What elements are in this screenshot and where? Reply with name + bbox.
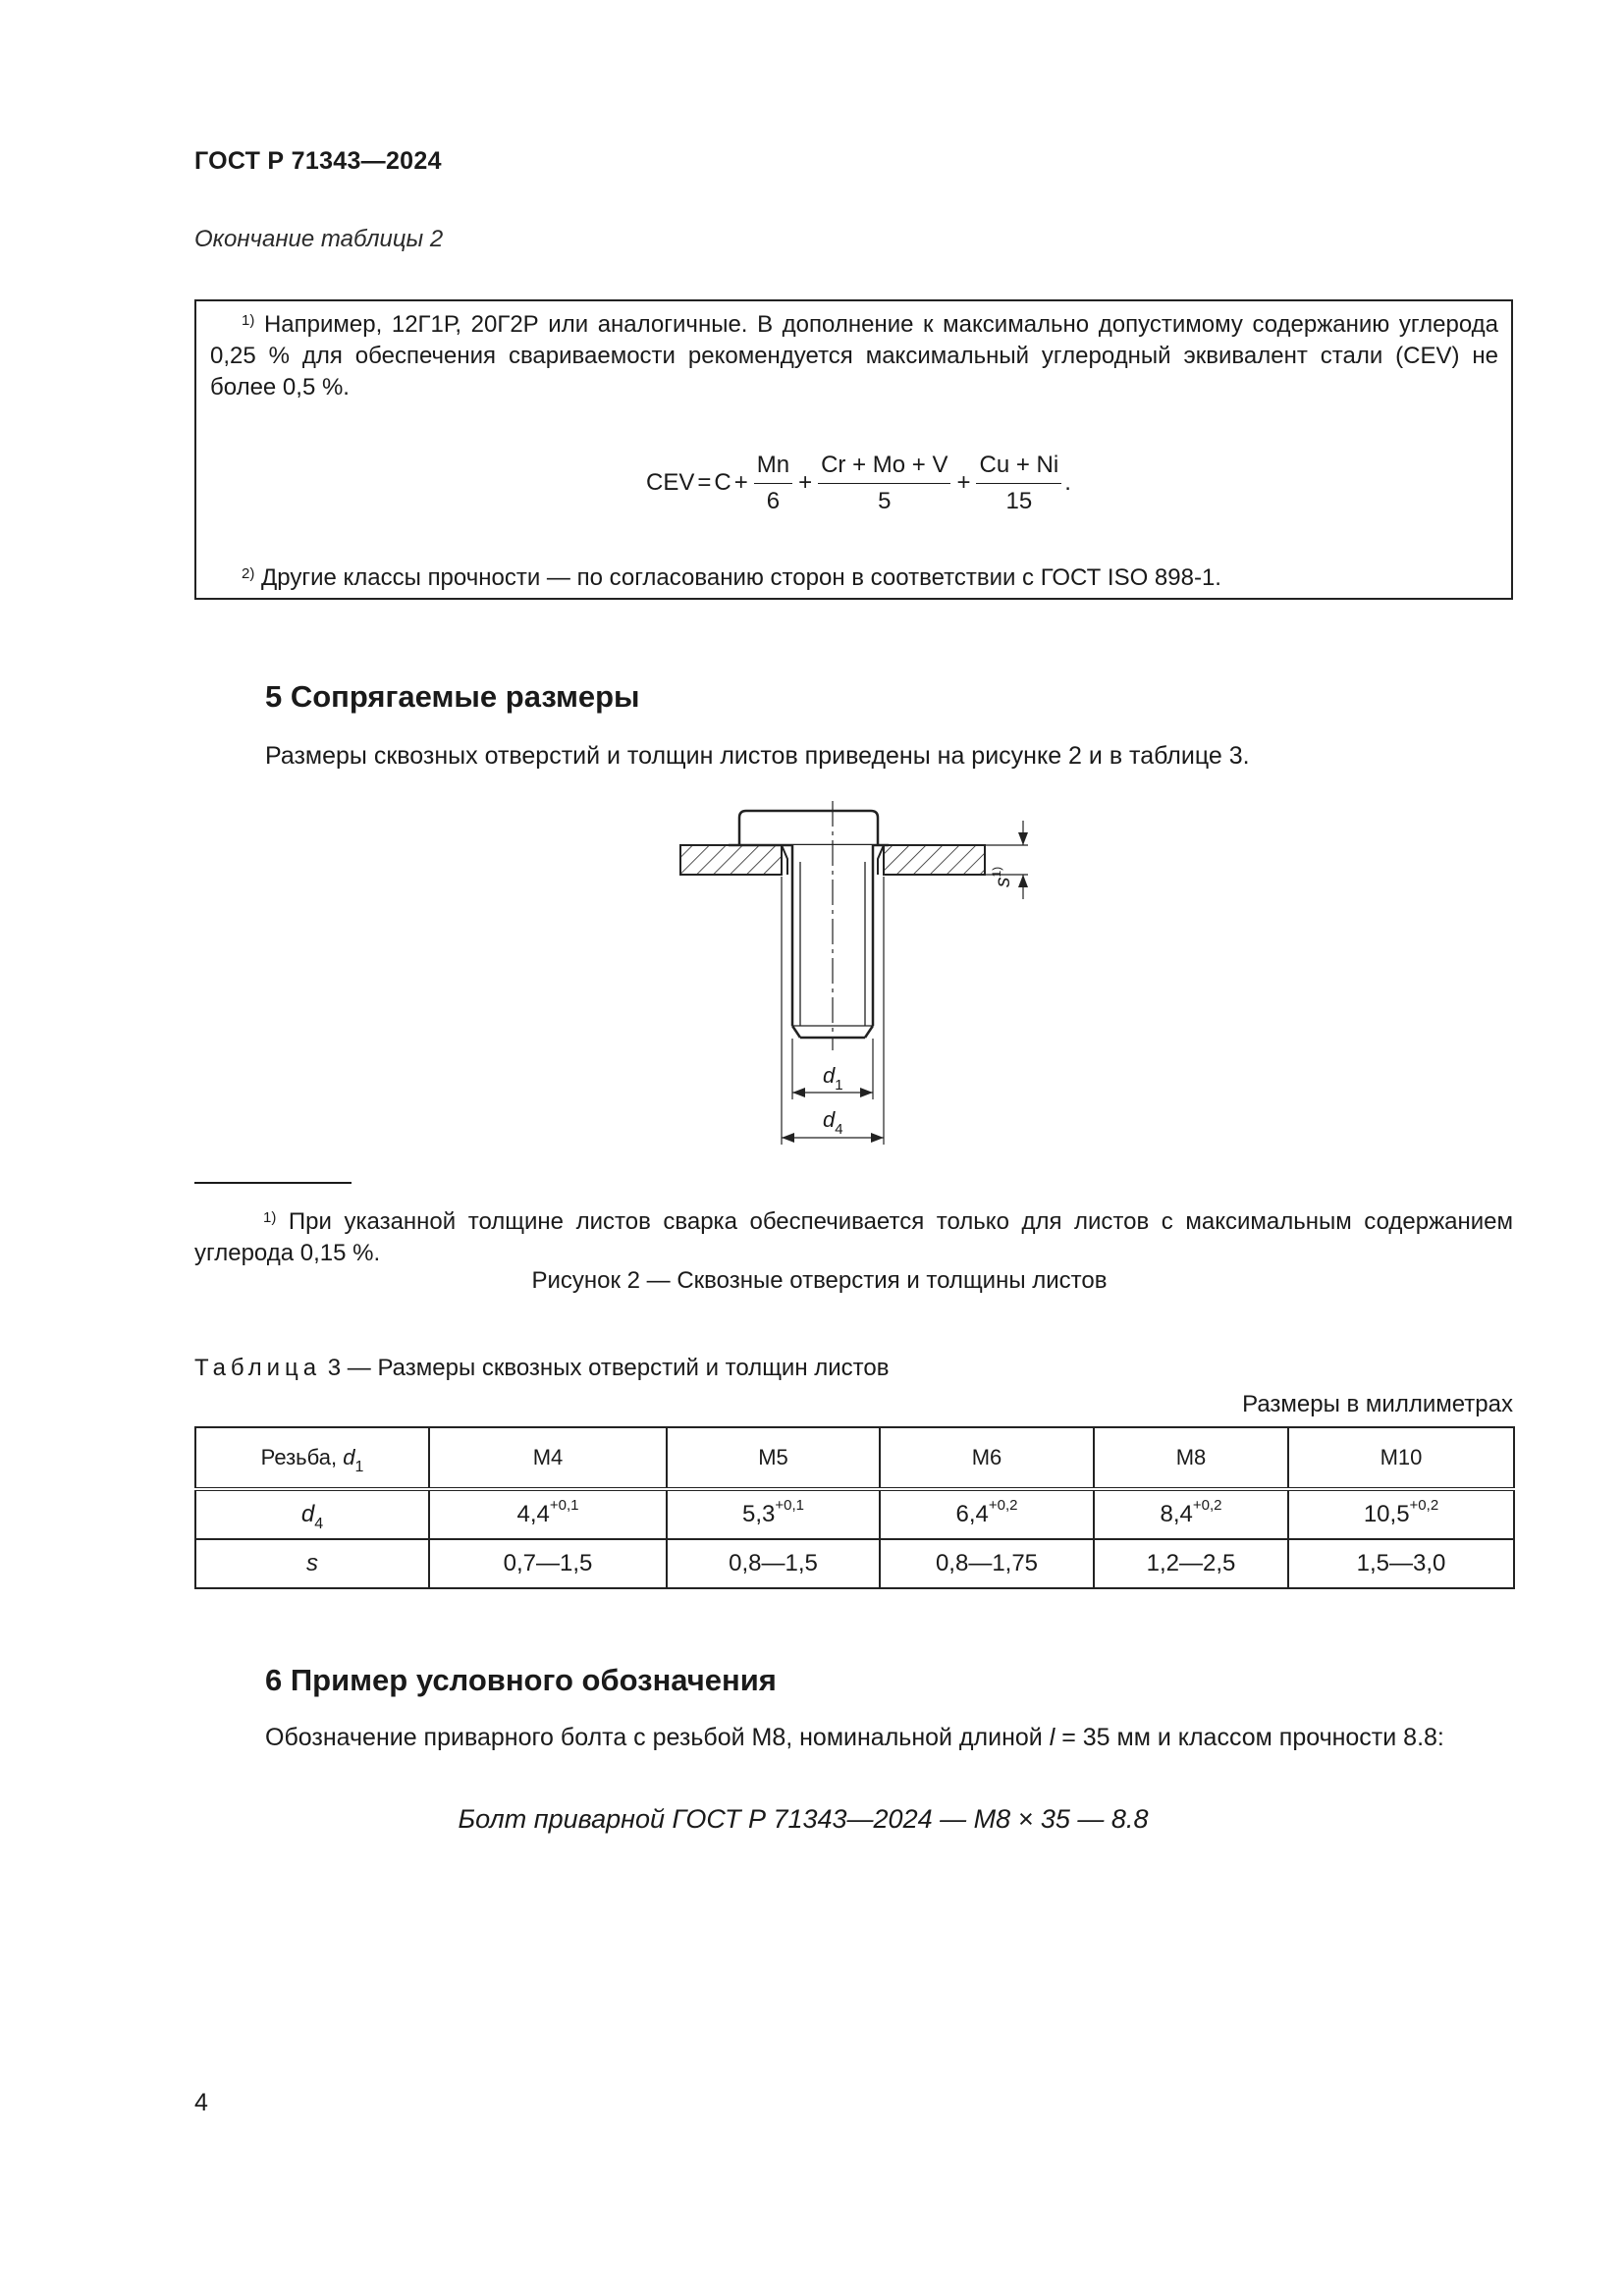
table-cell: $4,4^{+0,1}$ — [429, 1489, 667, 1539]
section-5-paragraph: Размеры сквозных отверстий и толщин листов приведены на рисунке 2 и в таблице 3. — [265, 742, 1250, 770]
d4-label: $d_4$ — [823, 1107, 843, 1138]
header-cell: M5 — [667, 1427, 880, 1489]
fraction-numerator: Mn — [754, 452, 792, 484]
cev-formula — [646, 449, 1071, 517]
section-6-heading: 6 Пример условного обозначения — [265, 1663, 777, 1697]
table-header-row — [195, 1427, 1514, 1489]
table-cell: 1,5—3,0 — [1288, 1539, 1514, 1588]
table-3-title-text: 3 — Размеры сквозных отверстий и толщин листов — [327, 1355, 890, 1381]
formula-plus-3: + — [956, 469, 971, 496]
row-label-s: s — [195, 1539, 429, 1588]
d1-label: $d_1$ — [823, 1063, 843, 1094]
table-cell: 1,2—2,5 — [1094, 1539, 1288, 1588]
formula-end: . — [1064, 469, 1071, 496]
figure-footnote-mark: 1) — [263, 1209, 277, 1226]
table2-notes-box — [194, 299, 1513, 600]
table-label: Таблица — [194, 1355, 322, 1381]
designation-example: Болт приварной ГОСТ Р 71343—2024 — М8 × 35 — 8.8 — [458, 1804, 1149, 1834]
formula-fraction-cuni — [976, 452, 1061, 515]
note-2 — [242, 562, 1221, 594]
table-cell: $8,4^{+0,2}$ — [1094, 1489, 1288, 1539]
figure-2-caption: Рисунок 2 — Сквозные отверстия и толщины листов — [531, 1267, 1108, 1294]
fraction-denominator: 5 — [878, 487, 892, 514]
header-cell: M10 — [1288, 1427, 1514, 1489]
s-label: $s^{1)}$ — [990, 866, 1014, 887]
section-6-paragraph: Обозначение приварного болта с резьбой М8, номинальной длиной l = 35 мм и классом прочности 8.8: — [265, 1724, 1444, 1751]
table-cell: 0,8—1,5 — [667, 1539, 880, 1588]
document-code: ГОСТ Р 71343—2024 — [194, 147, 442, 175]
header-cell: M8 — [1094, 1427, 1288, 1489]
table-3 — [194, 1426, 1515, 1589]
formula-equals: = — [697, 469, 712, 496]
table-cell: 0,7—1,5 — [429, 1539, 667, 1588]
header-cell: M6 — [880, 1427, 1094, 1489]
table-continuation-label: Окончание таблицы 2 — [194, 226, 444, 252]
fraction-denominator: 15 — [1005, 487, 1033, 514]
note-1-text: Например, 12Г1Р, 20Г2Р или аналогичные. В дополнение к максимально допустимому содержанию углерода 0,25 % для обеспечения свариваемости рекомендуется максимальный углеродный эквивалент стали (CEV) не более 0,5 %. — [210, 311, 1499, 400]
page-number: 4 — [194, 2089, 208, 2116]
table-cell: $10,5^{+0,2}$ — [1288, 1489, 1514, 1539]
note-1 — [210, 309, 1498, 403]
bolt-head — [739, 811, 878, 845]
sheet-right — [884, 845, 985, 875]
table-units: Размеры в миллиметрах — [1242, 1391, 1513, 1417]
weld-bolt-drawing — [677, 793, 1051, 1156]
header-cell-thread: Резьба, $d_1$ — [195, 1427, 429, 1489]
figure-footnote — [194, 1206, 1513, 1269]
note-2-text: Другие классы прочности — по согласованию сторон в соответствии с ГОСТ ISO 898-1. — [261, 564, 1221, 591]
row-label-d4: $d_4$ — [195, 1489, 429, 1539]
header-cell: M4 — [429, 1427, 667, 1489]
table-row-d4 — [195, 1489, 1514, 1539]
note-1-mark: 1) — [242, 312, 255, 329]
formula-fraction-mn — [754, 452, 792, 515]
fraction-denominator: 6 — [766, 487, 781, 514]
formula-fraction-crmov — [818, 452, 950, 515]
table-cell: $6,4^{+0,2}$ — [880, 1489, 1094, 1539]
table-row-s — [195, 1539, 1514, 1588]
formula-lhs: CEV — [646, 469, 695, 496]
sheet-left — [680, 845, 782, 875]
figure-2-drawing — [677, 793, 1051, 1161]
formula-plus-2: + — [798, 469, 813, 496]
note-2-mark: 2) — [242, 565, 255, 582]
formula-c: C — [714, 469, 731, 496]
table-cell: 0,8—1,75 — [880, 1539, 1094, 1588]
fraction-numerator: Cu + Ni — [976, 452, 1061, 484]
footnote-separator — [194, 1182, 352, 1184]
formula-plus-1: + — [733, 469, 748, 496]
section-5-heading: 5 Сопрягаемые размеры — [265, 679, 640, 714]
fraction-numerator: Cr + Mo + V — [818, 452, 950, 484]
table-3-title — [194, 1355, 890, 1382]
table-cell: $5,3^{+0,1}$ — [667, 1489, 880, 1539]
figure-footnote-text: При указанной толщине листов сварка обеспечивается только для листов с максимальным содержанием углерода 0,15 %. — [194, 1208, 1513, 1266]
